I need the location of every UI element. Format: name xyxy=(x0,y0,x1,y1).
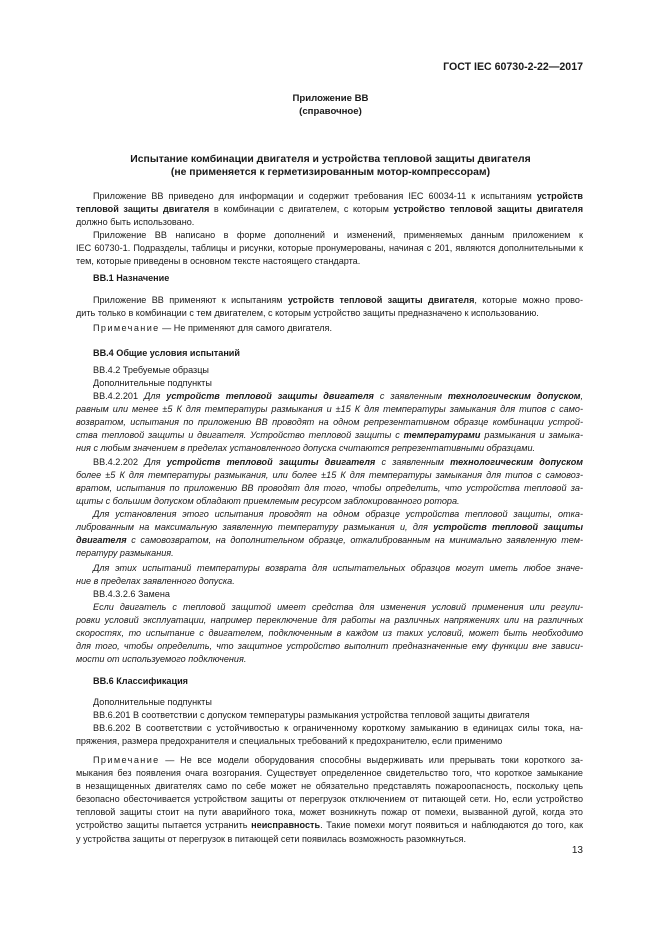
heading-text: ВВ.4 Общие условия испытаний xyxy=(93,348,240,358)
text-run: возвратом, испытания по приложению ВВ проводят на одном репрезентативном образце комбинации устрой- xyxy=(76,417,583,428)
subclause-line: Дополнительные подпункты xyxy=(93,378,212,389)
text-line xyxy=(76,469,583,482)
text-run: ния с любым значением в пределах установленного допуска считаются репрезентативными образцами. xyxy=(76,443,536,454)
note-text: . Такие помехи могут появиться и наблюдаются до того, как xyxy=(320,820,583,831)
clause-replacement-paragraph xyxy=(76,601,583,666)
note-text: в незащищенных двигателях само по себе может не обязательно представлять пожароопасность, поскольку цепь xyxy=(76,781,583,792)
section-bb6-note xyxy=(76,754,583,846)
term-bold: двигателя xyxy=(76,535,127,546)
term-bold: устройств тепловой защиты xyxy=(433,522,583,533)
term-bold: неисправность xyxy=(251,820,321,831)
text-run: , которые можно прово- xyxy=(474,295,583,305)
section-title-line-2: (не применяется к герметизированным мотор-компрессорам) xyxy=(170,167,491,178)
text-line xyxy=(76,307,583,320)
text-line: мости от используемого подключения. xyxy=(76,654,247,665)
text-line xyxy=(76,508,583,521)
text-run: должно быть использовано. xyxy=(76,217,195,228)
subclause-line: Дополнительные подпункты xyxy=(93,697,212,707)
term-bold: устройств тепловой защиты двигателя xyxy=(166,391,374,401)
text-run: пературу размыкания. xyxy=(76,548,174,559)
term-bold: тепловой защиты двигателя xyxy=(76,204,210,215)
appendix-title: Приложение ВВ xyxy=(292,93,369,104)
subclause-line: ВВ.4.2 Требуемые образцы xyxy=(93,365,209,375)
text-run: дить только в комбинации с тем двигателем, с которым устройство защиты предназначено к использованию. xyxy=(76,308,539,319)
text-line xyxy=(76,547,583,560)
note-text: мыкания без появления очага возгорания. Существует определенное свидетельство того, что короткое замыкание xyxy=(76,768,583,779)
section-bb1-heading xyxy=(76,272,583,285)
text-run: равным или менее ±5 К для температуры размыкания и ±15 К для температуры замыкания для типов с само- xyxy=(76,404,583,415)
note-text: безопасно обесточивается устройством защиты от перегрузок отключением от питающей сети. Но, если устройство xyxy=(76,794,583,805)
text-line xyxy=(76,767,583,780)
text-line xyxy=(76,793,583,806)
note-label: Примечание xyxy=(93,323,160,333)
text-run: ства тепловой защиты и двигателя. Устройство тепловой защиты с xyxy=(76,430,404,441)
text-run: вратом, испытания по приложению ВВ проводят для того, чтобы определить, что устройства тепловой за- xyxy=(76,483,583,494)
text-run: Приложение ВВ применяют к испытаниям xyxy=(93,295,288,305)
text-line xyxy=(76,390,583,403)
text-line xyxy=(76,403,583,416)
clause-number: ВВ.4.2.201 xyxy=(93,391,144,401)
subclause-line: ВВ.4.3.2.6 Замена xyxy=(93,589,170,599)
clause-calibration-paragraph xyxy=(76,508,583,560)
text-line xyxy=(76,190,583,203)
text-run: размыкания и замыка- xyxy=(480,430,583,441)
term-bold: температурами xyxy=(403,430,481,441)
text-line xyxy=(76,216,583,229)
clause-bb-4-2-201 xyxy=(76,390,583,455)
text-line: тем, которые приведены в основном тексте настоящего стандарта. xyxy=(76,256,361,267)
heading-text: ВВ.1 Назначение xyxy=(93,273,170,283)
text-line xyxy=(76,322,583,335)
text-run: с заявленным xyxy=(375,457,451,467)
term-bold: технологическим допуском xyxy=(447,391,581,401)
clause-reset-temperature-paragraph xyxy=(76,562,583,588)
text-line: Приложение ВВ написано в форме дополнений и изменений, применяемых данным приложением к xyxy=(93,230,583,240)
text-line xyxy=(76,456,583,469)
text-line xyxy=(76,442,583,455)
text-run: с самовозвратом, на дополнительном образце, откалиброванным на минимально заявленную тем- xyxy=(126,535,583,546)
text-line xyxy=(76,833,583,846)
text-run: Для xyxy=(144,457,167,467)
text-run: в комбинации с двигателем, с которым xyxy=(209,204,394,215)
intro-paragraph-1 xyxy=(76,190,583,229)
section-bb4-heading xyxy=(76,347,583,360)
text-line xyxy=(76,482,583,495)
text-line: Если двигатель с тепловой защитой имеет средства для изменения условий применения или регули- xyxy=(93,602,583,612)
text-line: ВВ.6.202 В соответствии с устойчивостью к ограниченному короткому замыканию в единицах силы тока, на- xyxy=(93,723,583,733)
section-bb1-paragraph xyxy=(76,294,583,320)
text-run: , xyxy=(580,391,584,401)
text-line xyxy=(76,534,583,547)
term-bold: устройство тепловой защиты двигателя xyxy=(393,204,583,215)
text-line: Для этих испытаний температуры возврата для испытательных образцов могут иметь любое значе- xyxy=(93,563,583,573)
text-run: Для xyxy=(143,391,167,401)
text-line: ние в пределах заявленного допуска. xyxy=(76,576,235,587)
subclause-line: ВВ.6.201 В соответствии с допуском температуры размыкания устройства тепловой защиты двигателя xyxy=(93,710,530,721)
page-number: 13 xyxy=(571,845,583,856)
term-bold: устройств xyxy=(536,191,583,201)
term-bold: технологическим допуском xyxy=(450,457,584,467)
section-title-line-1: Испытание комбинации двигателя и устройства тепловой защиты двигателя xyxy=(130,154,531,165)
text-line: ровки условий эксплуатации, например переключение для работы на различных напряжениях или на различных xyxy=(76,615,583,626)
text-run: щиты с большим допуском обладают приемлемым ресурсом заблокированного ротора. xyxy=(76,496,460,507)
text-line xyxy=(76,754,583,767)
text-line xyxy=(76,294,583,307)
standard-designation: ГОСТ IEC 60730-2-22—2017 xyxy=(443,61,583,73)
appendix-subtitle: (справочное) xyxy=(299,106,362,117)
heading-text: ВВ.6 Классификация xyxy=(93,676,188,686)
text-line: скоростях, то испытание с двигателем, подключенным в каждом из таких условий, может быть необходимо xyxy=(76,628,583,639)
term-bold: устройств тепловой защиты двигателя xyxy=(166,457,376,467)
section-bb1-note xyxy=(76,322,583,335)
text-run: Приложение ВВ приведено для информации и содержит требования IEC 60034-11 к испытаниям xyxy=(93,191,537,201)
clause-bb-6-202 xyxy=(76,722,583,748)
section-bb6-subitems xyxy=(76,696,583,722)
section-bb6-heading xyxy=(76,675,583,688)
note-text: — Не все модели оборудования способны выдерживать или прерывать токи короткого за- xyxy=(159,755,583,765)
clause-number: ВВ.4.2.202 xyxy=(93,457,145,467)
note-text: устройство защиты пытается устранить xyxy=(76,820,252,831)
text-line xyxy=(76,819,583,832)
text-line xyxy=(76,521,583,534)
text-line: для того, чтобы определить, что защитное устройство выполнит предназначенные ему функции вне зависи- xyxy=(76,641,583,652)
note-label: Примечание xyxy=(93,755,160,765)
text-run: Для установления этого испытания проводят на одном образце устройства тепловой защиты, отка- xyxy=(93,509,583,519)
text-run: с заявленным xyxy=(373,391,448,401)
note-text: тепловой защиты стоит на пути аварийного тока, может возникнуть пожар от помехи, вызванной дугой, когда это xyxy=(76,807,583,818)
term-bold: устройств тепловой защиты двигателя xyxy=(287,295,475,305)
text-line xyxy=(76,806,583,819)
note-text: — Не применяют для самого двигателя. xyxy=(159,323,333,333)
section-bb4-subitems xyxy=(76,364,583,390)
text-run: либрованным на максимальную заявленную температуру размыкания и, для xyxy=(76,522,434,533)
text-line xyxy=(76,203,583,216)
text-line xyxy=(76,429,583,442)
text-run: более ±5 К для температуры размыкания, или более ±15 К для температуры замыкания для типов с самовоз- xyxy=(76,470,583,481)
text-line xyxy=(76,495,583,508)
intro-paragraph-2 xyxy=(76,229,583,268)
text-line: IEC 60730-1. Подразделы, таблицы и рисунки, которые пронумерованы, начиная с 201, являются дополнительными к xyxy=(76,243,583,254)
text-line: пряжения, размера предохранителя и специальных требований к предохранителю, если применимо xyxy=(76,736,503,747)
clause-bb-4-3-2-6 xyxy=(76,588,583,601)
text-line xyxy=(76,780,583,793)
text-line xyxy=(76,416,583,429)
clause-bb-4-2-202 xyxy=(76,456,583,508)
note-text: у устройства защиты от перегрузок в питающей сети появилась возможность разомкнуться. xyxy=(76,833,467,844)
